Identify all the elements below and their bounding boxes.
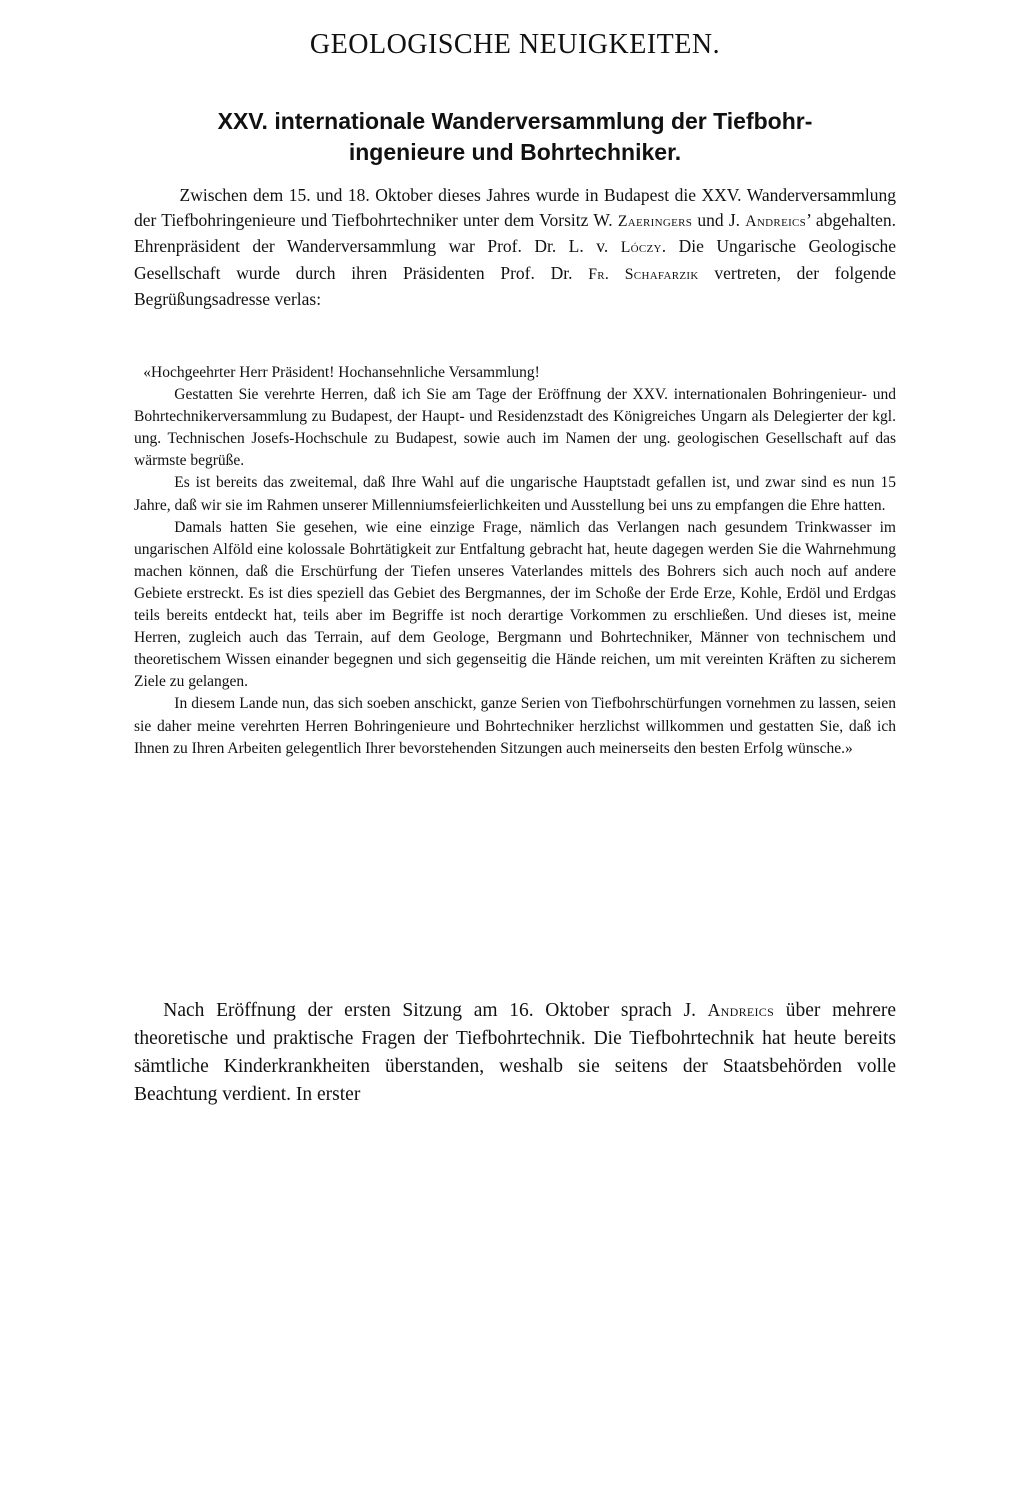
person-name: Andreics — [707, 1000, 775, 1020]
intro-text-3: ’ abgehalten. Ehrenpräsident der Wanderversammlung war Prof. Dr. L. v. — [134, 210, 897, 257]
address-paragraph: Es ist bereits das zweitemal, daß Ihre Wahl auf die ungarische Hauptstadt gefallen ist, und zwar sind es nun 15 Jahre, daß wir sie im Rahmen unserer Millenniumsfeierlichkeiten und Ausstellung bei uns zu empfangen die Ehre hatten. — [134, 474, 896, 514]
closing-paragraph — [134, 996, 896, 1109]
running-head: GEOLOGISCHE NEUIGKEITEN. — [309, 29, 721, 60]
address-salutation: «Hochgeehrter Herr Präsident! Hochansehnliche Versammlung! — [143, 364, 540, 381]
person-name: Zaeringers — [617, 213, 693, 231]
article-title-line-1: XXV. internationale Wanderversammlung der Tiefbohr- — [217, 108, 813, 134]
closing-text-2: über mehrere theoretische und praktische Fragen der Tiefbohrtechnik. Die Tiefbohrtechnik hat heute bereits sämtliche Kinderkrankheiten überstanden, weshalb sie seitens der Staatsbehörden volle Beachtung verdient. In erster — [134, 1000, 896, 1105]
person-name: Andreics — [745, 213, 807, 231]
intro-text-2: und J. — [692, 210, 746, 231]
intro-text-4: . Die Ungarische Geologische Gesellschaft wurde durch ihren Präsidenten Prof. Dr. — [134, 236, 896, 283]
article-title-line-2: ingenieure und Bohrtechniker. — [348, 139, 682, 165]
intro-text-5: vertreten, der folgende Begrüßungsadresse verlas: — [134, 262, 896, 309]
intro-text-1: Zwischen dem 15. und 18. Oktober dieses Jahres wurde in Budapest die XXV. Wanderversammlung der Tiefbohringenieure und Tiefbohrtechniker unter dem Vorsitz W. — [134, 185, 896, 231]
article-title — [134, 106, 896, 168]
address-paragraph: Damals hatten Sie gesehen, wie eine einzige Frage, nämlich das Verlangen nach gesundem Trinkwasser im ungarischen Alföld eine kolossale Bohrtätigkeit zur Entfaltung gebracht hat, heute dagegen werden Sie die Wahrnehmung machen können, daß die Erschürfung der Tiefen unseres Vaterlandes mittels des Bohrers sich auch noch auf andere Gebiete erstreckt. Es ist dies speziell das Gebiet des Bergmannes, der im Schoße der Erde Erze, Kohle, Erdöl und Erdgas teils bereits entdeckt hat, teils aber im Begriffe ist noch derartige Vorkommen zu erschließen. Und dieses ist, meine Herren, zugleich auch das Terrain, auf dem Geologe, Bergmann und Bohrtechniker, Männer von technischem und theoretischem Wissen einander begegnen und sich gegenseitig die Hände reichen, um mit vereinten Kräften zu sicherem Ziele zu gelangen. — [134, 518, 896, 691]
intro-paragraph — [134, 183, 896, 312]
person-name: Lóczy — [620, 239, 662, 257]
person-name: Fr. Schafarzik — [588, 265, 699, 283]
closing-text-1: Nach Eröffnung der ersten Sitzung am 16. Oktober sprach J. — [163, 1000, 708, 1021]
address-paragraph: In diesem Lande nun, das sich soeben anschickt, ganze Serien von Tiefbohrschürfungen vornehmen zu lassen, seien sie daher meine verehrten Herren Bohringenieure und Bohrtechniker herzlichst willkommen und gestatten Sie, daß ich Ihnen zu Ihren Arbeiten gelegentlich Ihrer bevorstehenden Sitzungen auch meinerseits den besten Erfolg wünsche.» — [134, 695, 896, 757]
welcome-address — [134, 362, 896, 760]
address-paragraph: Gestatten Sie verehrte Herren, daß ich Sie am Tage der Eröffnung der XXV. internationalen Bohringenieur- und Bohrtechnikerversammlung zu Budapest, der Haupt- und Residenzstadt des Königreiches Ungarn als Delegierter der kgl. ung. Technischen Josefs-Hochschule zu Budapest, sowie auch im Namen der ung. geologischen Gesellschaft auf das wärmste begrüße. — [134, 386, 896, 470]
